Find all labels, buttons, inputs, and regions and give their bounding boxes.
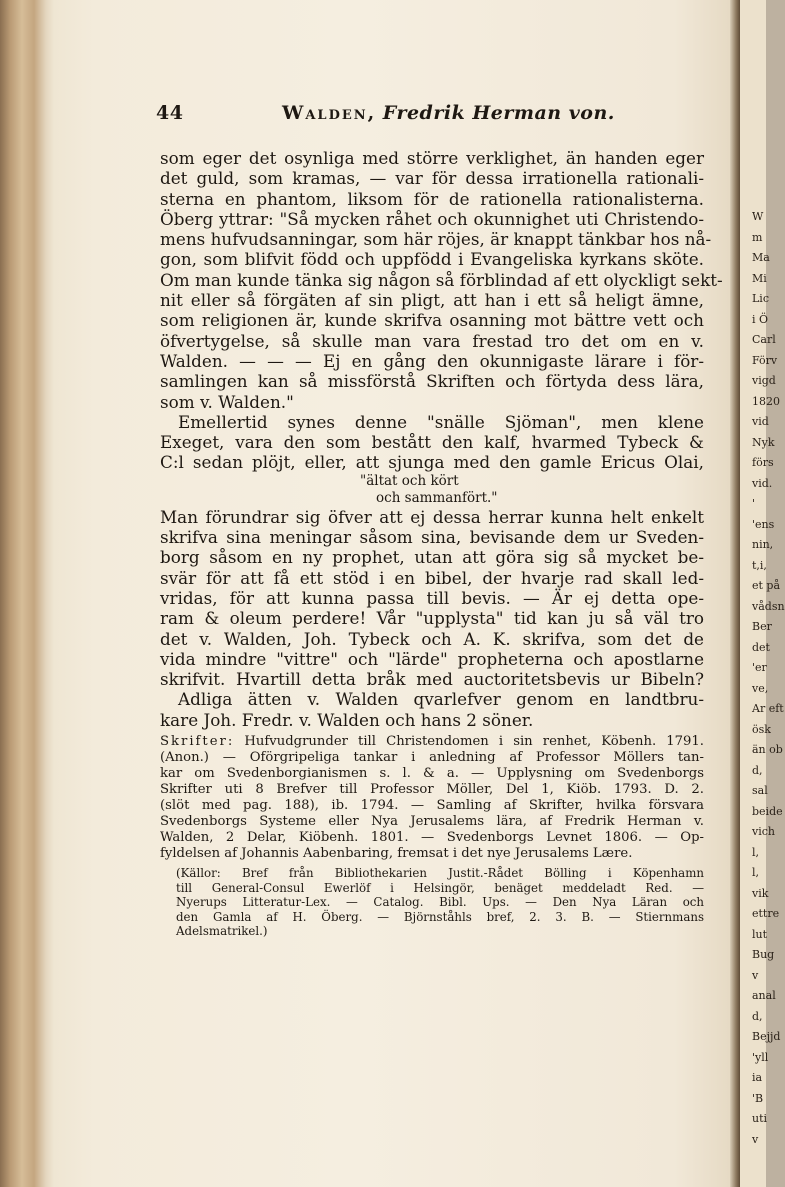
body-line: skrifvit. Hvartill detta bråk med auctoritetsbevis ur Bibeln? <box>160 669 704 690</box>
adjacent-page-fragment: Förv <box>752 353 778 367</box>
body-line: det v. Walden, Joh. Tybeck och A. K. skrifva, som det de <box>160 628 704 649</box>
adjacent-page-fragment: v <box>752 968 759 982</box>
adjacent-page-fragment: W <box>752 210 764 223</box>
writings-label: Skrifter: <box>160 734 235 750</box>
writings-line: fyldelsen af Johannis Aabenbaring, fremsat i det nye Jerusalems Lære. <box>160 846 633 862</box>
adjacent-page-fragment: uti <box>752 1112 768 1125</box>
body-line: nit eller så förgäten af sin pligt, att han i ett så heligt ämne, <box>160 290 704 311</box>
page-gutter <box>730 0 740 1187</box>
body-line: skrifva sina meningar såsom sina, bevisande dem ur Sveden- <box>160 527 704 548</box>
adjacent-page-fragment: d, <box>752 763 763 777</box>
adjacent-page-fragment: Ber <box>752 620 772 633</box>
body-line: som eger det osynliga med större verklighet, än handen eger <box>160 148 704 168</box>
adjacent-page-fragment: förs <box>752 456 774 469</box>
running-header <box>106 96 710 136</box>
body-line: Öberg yttrar: "Så mycken råhet och okunnighet uti Christendo- <box>160 208 704 229</box>
adjacent-page-fragment: vik <box>752 886 769 900</box>
body-line: Adliga ätten v. Walden qvarlefver genom en landtbru- <box>178 689 704 710</box>
body-line: ram & oleum perdere! Vår "upplysta" tid kan ju så väl tro <box>160 608 704 629</box>
body-line: C:l sedan plöjt, eller, att sjunga med den gamle Ericus Olai, <box>160 452 704 473</box>
writings-line <box>160 734 704 750</box>
paragraph-quote-oberg <box>160 148 723 412</box>
writings-line: Walden, 2 Delar, Kiöbenh. 1801. — Svedenborgs Levnet 1806. — Op- <box>160 830 704 846</box>
adjacent-page-fragment: Bug <box>752 948 775 961</box>
writings-line: (slöt med pag. 188), ib. 1794. — Samling af Skrifter, hvilka försvara <box>160 798 704 814</box>
adjacent-page-fragment: et på <box>752 579 781 592</box>
adjacent-page-fragment: sal <box>752 784 768 797</box>
paragraph-adliga-atten <box>160 689 704 730</box>
writings-text: Hufvudgrunder till Christendomen i sin renhet, Köbenh. 1791. <box>234 734 704 750</box>
adjacent-page-fragment: 1820 <box>752 394 780 408</box>
adjacent-page-fragment: Nyk <box>752 435 775 449</box>
writings-line: Skrifter uti 8 Brefver till Professor Möller, Del 1, Kiöb. 1793. D. 2. <box>160 782 704 798</box>
adjacent-page-fragment: Carl <box>752 333 776 346</box>
body-line: borg såsom en ny prophet, utan att göra sig så mycket be- <box>160 547 704 568</box>
adjacent-page-fragment: vich <box>752 825 775 838</box>
adjacent-page-fragment: v <box>752 1132 759 1146</box>
adjacent-page-fragment: vådsn <box>752 599 785 613</box>
body-line: samlingen kan så missförstå Skriften och förtyda dess lära, <box>160 371 704 392</box>
adjacent-page-fragment: l, <box>752 845 760 859</box>
adjacent-page-fragment: än ob <box>752 743 783 756</box>
adjacent-page-fragment: 'B <box>752 1091 764 1105</box>
page-number: 44 <box>156 102 184 124</box>
adjacent-page-fragment: Mi <box>752 271 767 285</box>
adjacent-page-fragment: Ar eft <box>752 702 784 715</box>
adjacent-page-fragment: l, <box>752 866 760 879</box>
sources-line: den Gamla af H. Öberg. — Björnståhls bref, 2. 3. B. — Stiernmans <box>176 909 704 924</box>
body-line: som religionen är, kunde skrifva osanning mot bättre vett och <box>160 310 704 331</box>
body-line: som v. Walden." <box>160 391 294 412</box>
sources-line: Nyerups Litteratur-Lex. — Catalog. Bibl. Ups. — Den Nya Läran och <box>176 895 704 910</box>
body-line: vridas, för att kunna passa till bevis. — Är ej detta ope- <box>160 587 704 608</box>
adjacent-page-fragment: 'er <box>752 661 767 674</box>
body-line: svär för att få ett stöd i en bibel, der hvarje rad skall led- <box>160 567 704 588</box>
writings-section <box>160 734 704 862</box>
body-line: kare Joh. Fredr. v. Walden och hans 2 söner. <box>160 709 534 730</box>
adjacent-page-fragment: Lic <box>752 292 769 305</box>
adjacent-page-fragment: 'ens <box>752 517 775 531</box>
adjacent-page-fragment: d, <box>752 1009 763 1023</box>
sources-line: (Källor: Bref från Bibliothekarien Justit.-Rådet Bölling i Köpenhamn <box>176 866 704 881</box>
header-forename: Fredrik Herman von. <box>382 102 615 124</box>
sources-section <box>160 866 704 939</box>
adjacent-page-fragment: vigd <box>752 374 776 387</box>
sources-line: till General-Consul Ewerlöf i Helsingör, benäget meddeladt Red. — <box>176 880 704 895</box>
adjacent-page-fragment: anal <box>752 989 776 1002</box>
adjacent-page-fragment: ve, <box>752 681 769 695</box>
adjacent-page-fragment: ösk <box>752 722 771 736</box>
adjacent-page-fragment: det <box>752 640 770 654</box>
quote-line: "ältat och kört <box>360 472 459 489</box>
body-line: Om man kunde tänka sig någon så förblindad af ett olyckligt sekt- <box>160 269 723 290</box>
adjacent-page-fragment: ia <box>752 1071 763 1084</box>
body-line: mens hufvudsanningar, som här röjes, är knappt tänkbar hos nå- <box>160 229 712 250</box>
body-line: sterna en phantom, liksom för de rationella rationalisterna. <box>160 188 704 209</box>
adjacent-page-fragment: ' <box>752 497 756 510</box>
paragraph-emellertid <box>160 412 704 473</box>
quote-line: och sammanfört." <box>376 489 498 506</box>
adjacent-page-fragment: i Ö <box>752 312 769 326</box>
body-line: vida mindre "vittre" och "lärde" propheterna och apostlarne <box>160 648 704 669</box>
adjacent-page-edge <box>740 0 785 1187</box>
body-line: Emellertid synes denne "snälle Sjöman", men klene <box>178 411 704 432</box>
body-line: det guld, som kramas, — var för dessa irrationella rationali- <box>160 168 704 189</box>
sources-line: Adelsmatrikel.) <box>176 924 268 939</box>
body-line: gon, som blifvit född och uppfödd i Evangeliska kyrkans sköte. <box>160 249 704 270</box>
header-title <box>282 102 615 124</box>
writings-line: kar om Svedenborgianismen s. l. & a. — Upplysning om Svedenborgs <box>160 766 704 782</box>
adjacent-page-fragment: nin, <box>752 538 774 551</box>
adjacent-page-fragment: Ma <box>752 251 770 264</box>
body-line: Exeget, vara den som bestått den kalf, hvarmed Tybeck & <box>160 432 704 453</box>
body-line: Man förundrar sig öfver att ej dessa herrar kunna helt enkelt <box>160 506 704 527</box>
adjacent-page-fragment: vid. <box>752 476 773 490</box>
adjacent-page-fragment: m <box>752 230 763 244</box>
writings-line: Svedenborgs Systeme eller Nya Jerusalems lära, af Fredrik Herman v. <box>160 814 704 830</box>
adjacent-page-fragment: 'yll <box>752 1050 769 1064</box>
adjacent-page-fragment: vid <box>752 415 769 428</box>
body-line: Walden. — — — Ej en gång den okunnigaste lärare i för- <box>160 350 704 371</box>
book-spine-edge <box>0 0 54 1187</box>
verse-quote <box>160 473 704 507</box>
adjacent-page-fragment: t,i, <box>752 558 767 572</box>
header-surname: Walden, <box>282 102 377 124</box>
adjacent-page-fragment: lut <box>752 927 768 941</box>
body-text <box>160 148 723 939</box>
writings-line: (Anon.) — Oförgripeliga tankar i anledning af Professor Möllers tan- <box>160 750 704 766</box>
adjacent-page-fragment: ettre <box>752 907 780 920</box>
adjacent-page-fragment: Bejjd <box>752 1030 781 1043</box>
body-line: öfvertygelse, så skulle man vara frestad tro det om en v. <box>160 330 704 351</box>
paragraph-forundrar <box>160 507 704 690</box>
adjacent-page-fragment: beide <box>752 804 783 818</box>
